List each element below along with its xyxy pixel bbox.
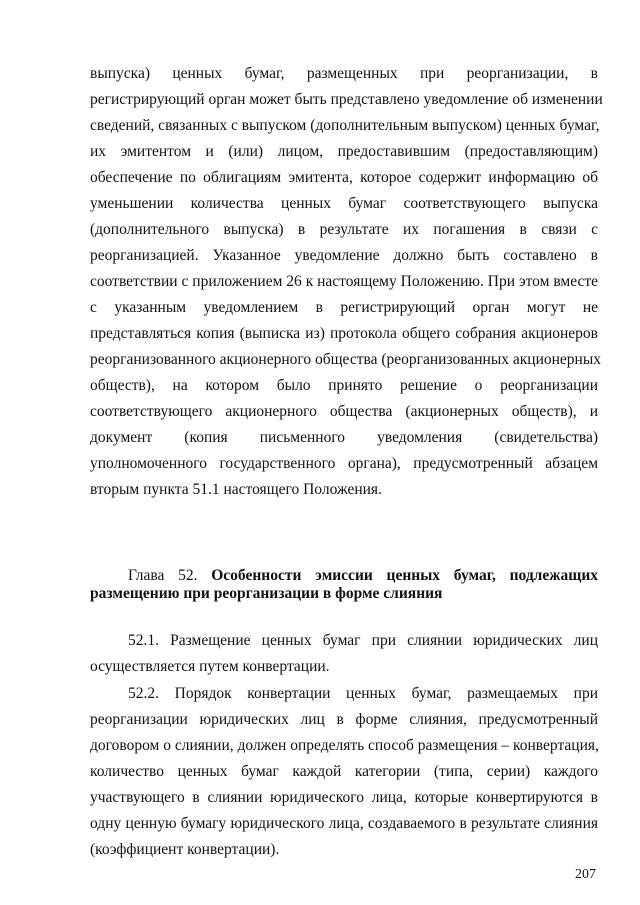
chapter-heading [128,566,598,586]
paragraph-line: осуществляется путем конвертации. [90,658,330,675]
paragraph-line: количество ценных бумаг каждой категории (типа, серии) каждого [90,763,598,780]
paragraph-line: уполномоченного государственного органа), предусмотренный абзацем [90,455,598,472]
paragraph-line: вторым пункта 51.1 настоящего Положения. [90,481,382,498]
paragraph-line: соответствии с приложением 26 к настоящему Положению. При этом вместе [90,273,598,290]
paragraph-line: участвующего в слиянии юридического лица, которые конвертируются в [90,789,598,806]
paragraph-line: одну ценную бумагу юридического лица, создаваемого в результате слияния [90,815,598,832]
chapter-number: Глава 52. [128,567,212,584]
paragraph-line: обеспечение по облигациям эмитента, которое содержит информацию об [90,169,598,186]
paragraph-line: 52.2. Порядок конвертации ценных бумаг, размещаемых при [128,685,598,702]
paragraph-line: с указанным уведомлением в регистрирующий орган могут не [90,299,598,316]
paragraph-line: соответствующего акционерного общества (акционерных обществ), и [90,403,598,420]
paragraph-line: обществ), на котором было принято решение о реорганизации [90,377,598,394]
paragraph-line: выпуска) ценных бумаг, размещенных при реорганизации, в [90,65,598,82]
paragraph-line: (коэффициент конвертации). [90,841,280,858]
paragraph-line: (дополнительного выпуска) в результате их погашения в связи с [90,221,598,238]
paragraph-line: реорганизации юридических лиц в форме слияния, предусмотренный [90,711,598,728]
paragraph-line: реорганизацией. Указанное уведомление должно быть составлено в [90,247,598,264]
chapter-title-line: Особенности эмиссии ценных бумаг, подлежащих [211,567,598,584]
paragraph-line: регистрирующий орган может быть представлено уведомление об изменении [90,91,603,108]
paragraph-line: их эмитентом и (или) лицом, предоставившим (предоставляющим) [90,143,598,160]
paragraph-line: 52.1. Размещение ценных бумаг при слиянии юридических лиц [128,632,598,649]
paragraph-line: сведений, связанных с выпуском (дополнительным выпуском) ценных бумаг, [90,117,600,134]
paragraph-line: договором о слиянии, должен определять способ размещения – конвертация, [90,737,599,754]
paragraph-line: уменьшении количества ценных бумаг соответствующего выпуска [90,195,598,212]
chapter-title-line: размещению при реорганизации в форме слияния [90,585,443,602]
page-number: 207 [575,867,596,882]
paragraph-line: документ (копия письменного уведомления (свидетельства) [90,429,598,446]
paragraph-line: представляться копия (выписка из) протокола общего собрания акционеров [90,325,598,342]
paragraph-line: реорганизованного акционерного общества (реорганизованных акционерных [90,351,602,368]
